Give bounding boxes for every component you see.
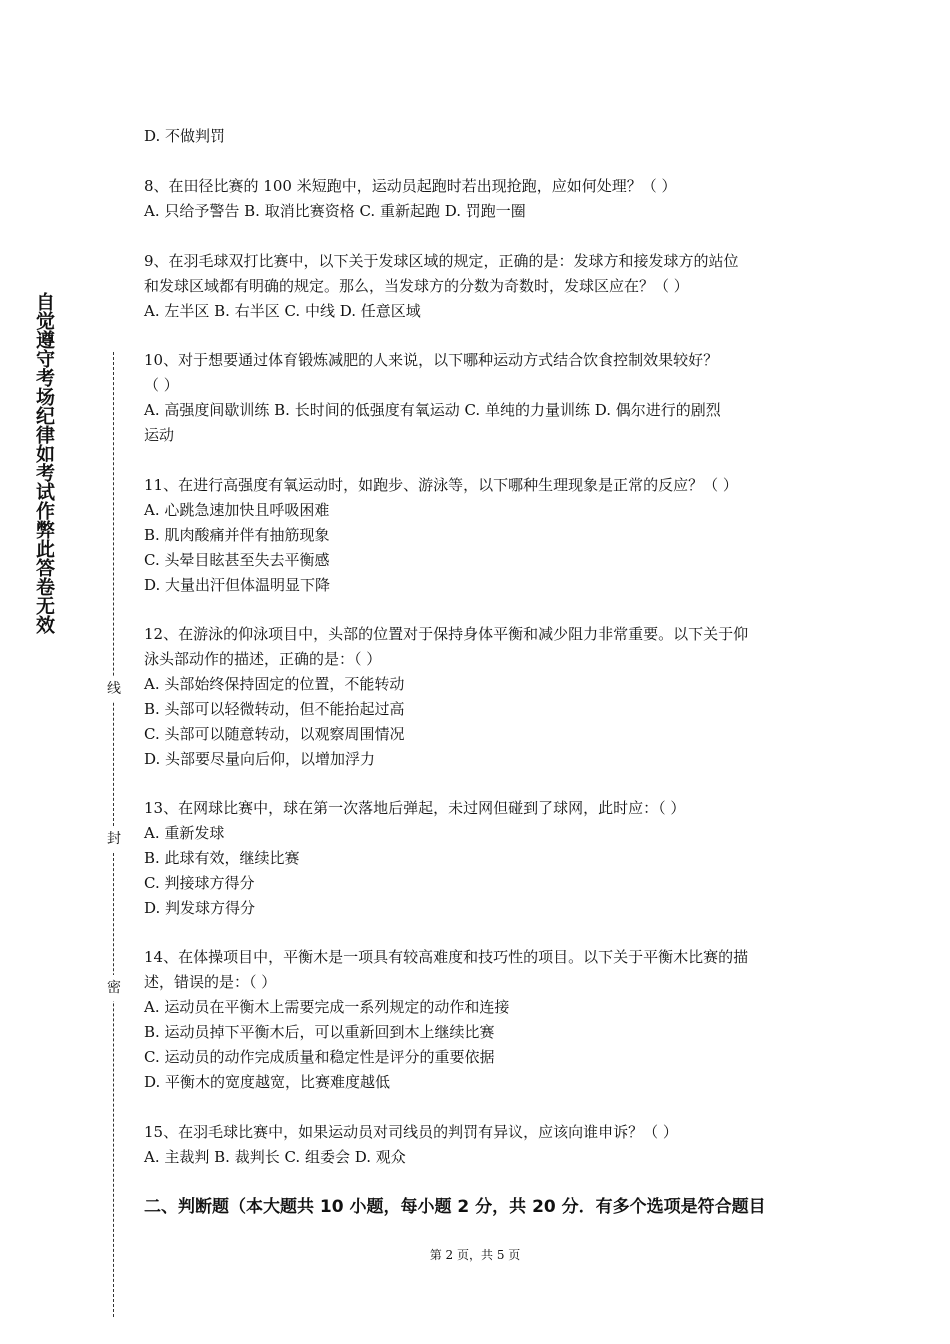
option-c: C. 头部可以随意转动，以观察周围情况: [144, 725, 405, 743]
option-b: B. 此球有效，继续比赛: [144, 849, 300, 867]
page-footer: 第 2 页，共 5 页: [429, 1248, 521, 1262]
question-stem: 9、在羽毛球双打比赛中，以下关于发球区域的规定，正确的是：发球方和接发球方的站位: [144, 252, 739, 270]
question-options-cont: 运动: [144, 426, 175, 444]
option-a: A. 运动员在平衡木上需要完成一系列规定的动作和连接: [144, 998, 510, 1016]
option-a: A. 重新发球: [144, 824, 225, 842]
option-d: D. 头部要尽量向后仰，以增加浮力: [144, 750, 376, 768]
option-c: C. 运动员的动作完成质量和稳定性是评分的重要依据: [144, 1048, 495, 1066]
question-stem: 10、对于想要通过体育锻炼减肥的人来说，以下哪种运动方式结合饮食控制效果较好？: [144, 351, 719, 369]
option-a: A. 头部始终保持固定的位置，不能转动: [144, 675, 405, 693]
question-stem: 15、在羽毛球比赛中，如果运动员对司线员的判罚有异议，应该向谁申诉？（ ）: [144, 1123, 678, 1141]
question-stem-cont: 述，错误的是：（ ）: [144, 973, 277, 991]
seal-char-line: 线: [105, 676, 123, 702]
exam-discipline-notice: 自觉遵守考场纪律如考试作弊此答卷无效: [33, 292, 55, 634]
question-stem: 14、在体操项目中，平衡木是一项具有较高难度和技巧性的项目。以下关于平衡木比赛的描: [144, 948, 749, 966]
question-options: A. 只给予警告 B. 取消比赛资格 C. 重新起跑 D. 罚跑一圈: [144, 202, 526, 220]
question-stem-cont: （ ）: [144, 376, 179, 394]
prev-question-option-d: D. 不做判罚: [144, 127, 226, 145]
section-2-title: 二、判断题（本大题共 10 小题，每小题 2 分，共 20 分．有多个选项是符合题目: [144, 1197, 766, 1217]
question-stem-cont: 和发球区域都有明确的规定。那么，当发球方的分数为奇数时，发球区应在？（ ）: [144, 277, 689, 295]
seal-char-seal: 封: [105, 826, 123, 852]
option-d: D. 平衡木的宽度越宽，比赛难度越低: [144, 1073, 391, 1091]
option-d: D. 判发球方得分: [144, 899, 256, 917]
option-c: C. 判接球方得分: [144, 874, 255, 892]
question-stem: 8、在田径比赛的 100 米短跑中，运动员起跑时若出现抢跑，应如何处理？（ ）: [144, 177, 677, 195]
option-b: B. 头部可以轻微转动，但不能抬起过高: [144, 700, 405, 718]
option-b: B. 运动员掉下平衡木后，可以重新回到木上继续比赛: [144, 1023, 495, 1041]
option-d: D. 大量出汗但体温明显下降: [144, 576, 331, 594]
option-c: C. 头晕目眩甚至失去平衡感: [144, 551, 330, 569]
option-b: B. 肌肉酸痛并伴有抽筋现象: [144, 526, 330, 544]
question-options: A. 主裁判 B. 裁判长 C. 组委会 D. 观众: [144, 1148, 406, 1166]
question-options: A. 高强度间歇训练 B. 长时间的低强度有氧运动 C. 单纯的力量训练 D. 偶尔进行的剧烈: [144, 401, 721, 419]
seal-char-secret: 密: [105, 975, 123, 1001]
question-stem: 13、在网球比赛中，球在第一次落地后弹起，未过网但碰到了球网，此时应：（ ）: [144, 799, 686, 817]
question-stem: 11、在进行高强度有氧运动时，如跑步、游泳等，以下哪种生理现象是正常的反应？（ ）: [144, 476, 738, 494]
question-options: A. 左半区 B. 右半区 C. 中线 D. 任意区域: [144, 302, 421, 320]
question-stem-cont: 泳头部动作的描述，正确的是：（ ）: [144, 650, 382, 668]
question-stem: 12、在游泳的仰泳项目中，头部的位置对于保持身体平衡和减少阻力非常重要。以下关于仰: [144, 625, 749, 643]
option-a: A. 心跳急速加快且呼吸困难: [144, 501, 330, 519]
